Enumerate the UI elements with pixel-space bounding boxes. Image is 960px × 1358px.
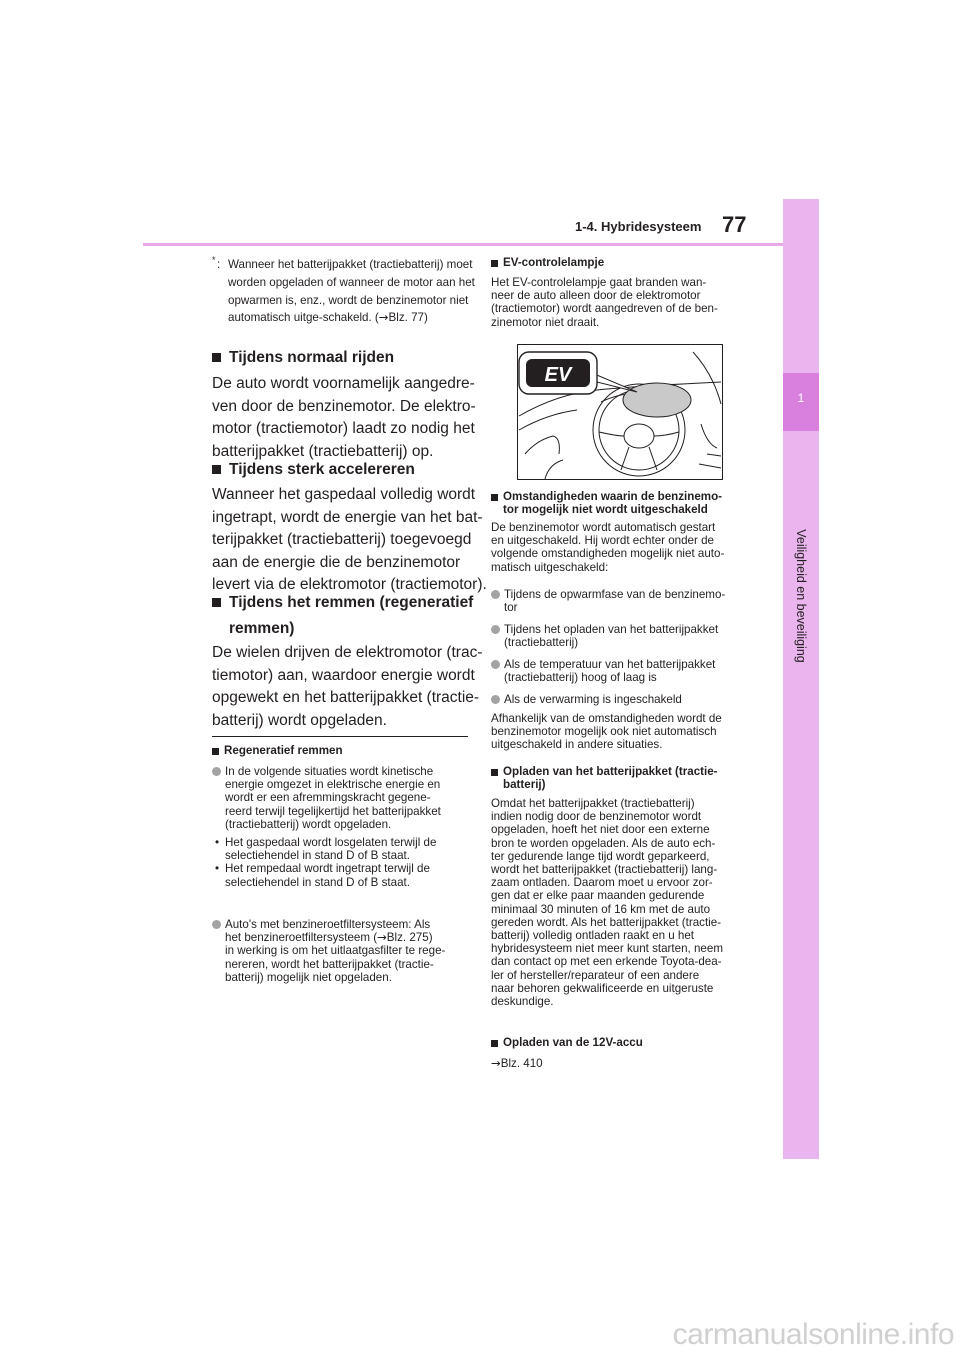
circle-bullet-icon xyxy=(212,767,221,776)
item-line: selectiehendel in stand D of B staat. xyxy=(225,849,410,863)
acceleration-heading xyxy=(212,459,415,482)
item-line: in werking is om het uitlaatgasfilter te rege- xyxy=(225,944,446,958)
chapter-label-text: Veiligheid en beveiliging xyxy=(794,529,808,663)
braking-heading xyxy=(212,592,473,640)
circle-bullet-icon xyxy=(491,590,500,599)
item-line: Auto's met benzineroetfiltersysteem: Als xyxy=(225,918,431,931)
body-line: De auto wordt voornamelijk aangedre- xyxy=(212,375,475,392)
page-ref-link[interactable]: Blz. 275) xyxy=(386,931,433,945)
ev-heading xyxy=(491,256,604,269)
page-number: 77 xyxy=(722,212,747,237)
item-line xyxy=(225,931,474,944)
body-line: gen dat er elke paar maanden gedurende xyxy=(491,889,705,903)
regen-item-1 xyxy=(212,765,474,831)
body-line: De benzinemotor wordt automatisch gestart xyxy=(491,521,716,534)
circumstances-body xyxy=(491,521,761,574)
braking-body xyxy=(212,642,483,732)
heading-line: Omstandigheden waarin de benzinemo- xyxy=(503,490,723,503)
body-line: motor (tractiemotor) laadt zo nodig het xyxy=(212,420,475,437)
body-line: uitgeschakeld in andere situaties. xyxy=(491,738,663,752)
footnote-mark: * xyxy=(212,255,216,265)
dashboard-illustration xyxy=(517,344,723,480)
body-line: (tractiemotor) wordt aangedreven of de ben- xyxy=(491,302,718,316)
body-line: en uitgeschakeld. Hij wordt echter onder de xyxy=(491,534,714,548)
body-line: batterijpakket (tractiebatterij) op. xyxy=(212,442,434,460)
dot-bullet-icon: • xyxy=(215,862,220,876)
item-line: wordt er een afremmingskracht gegene- xyxy=(225,791,431,805)
chapter-number: 1 xyxy=(797,391,805,405)
circumstances-after xyxy=(491,712,761,752)
body-line: aan de energie die de benzinemotor xyxy=(212,553,461,571)
heading-text: Regeneratief remmen xyxy=(224,744,343,757)
item-line: In de volgende situaties wordt kinetische xyxy=(225,765,434,778)
body-line: batterij) wordt opgeladen. xyxy=(212,711,387,729)
body-line: bron te worden opgeladen. Als de auto ech- xyxy=(491,836,716,850)
item-line: Het rempedaal wordt ingetrapt terwijl de xyxy=(225,862,430,876)
normal-driving-body xyxy=(212,373,476,463)
footnote-colon: : xyxy=(217,258,221,271)
body-line: minimaal 30 minuten of 16 km met de auto xyxy=(491,902,711,916)
item-line: batterij) mogelijk niet opgeladen. xyxy=(225,970,392,984)
heading-line: Tijdens het remmen (regeneratief xyxy=(229,594,474,611)
heading-line: tor mogelijk niet wordt uitgeschakeld xyxy=(503,503,708,517)
normal-driving-heading xyxy=(212,347,394,370)
section-title: 1-4. Hybridesysteem xyxy=(575,219,702,234)
sub-bullet xyxy=(215,836,477,862)
circumstances-heading xyxy=(491,490,761,516)
body-line: matisch uitgeschakeld: xyxy=(491,560,609,574)
circumstance-item xyxy=(491,623,761,649)
body-line: indien nodig door de benzinemotor wordt xyxy=(491,810,702,824)
body-line: De wielen drijven de elektromotor (trac- xyxy=(212,644,483,661)
body-line: hybridesysteem niet meer kunt starten, neem xyxy=(491,942,723,956)
square-bullet-icon xyxy=(491,494,498,501)
circle-bullet-icon xyxy=(491,660,500,669)
charging-body xyxy=(491,797,761,1008)
ev-indicator-illustration xyxy=(517,344,723,480)
item-line: tor xyxy=(504,601,518,615)
item-line: Het gaspedaal wordt losgelaten terwijl de xyxy=(225,836,437,849)
square-bullet-icon xyxy=(212,353,221,362)
body-line: zinemotor niet draait. xyxy=(491,315,600,329)
square-bullet-icon xyxy=(491,1040,498,1047)
item-line: (tractiebatterij) wordt opgeladen. xyxy=(225,817,392,831)
body-line: Het EV-controlelampje gaat branden wan- xyxy=(491,276,707,289)
sub-bullet xyxy=(215,862,477,888)
body-line: deskundige. xyxy=(491,995,554,1009)
ev-badge: EV xyxy=(544,364,572,386)
body-line: ingetrapt, wordt de energie van het bat- xyxy=(212,508,483,526)
heading-text: Tijdens normaal rijden xyxy=(229,349,395,366)
footnote-text xyxy=(228,256,478,327)
section-divider xyxy=(212,736,468,737)
page-ref-link[interactable]: Blz. 410 xyxy=(500,1057,543,1070)
circle-bullet-icon xyxy=(212,920,221,929)
ref-arrow-icon: → xyxy=(491,1056,501,1070)
body-line: batterij) volledig ontladen raakt en u het xyxy=(491,929,695,943)
body-line: opgewekt en het batterijpakket (tractie- xyxy=(212,689,480,706)
watermark: carmanualsonline.info xyxy=(672,1318,954,1351)
body-line: ter gedurende lange tijd wordt geparkeerd, xyxy=(491,849,710,863)
item-text: het benzineroetfiltersysteem ( xyxy=(225,931,378,945)
footnote-ref[interactable]: Blz. 77) xyxy=(388,311,428,325)
body-line: Afhankelijk van de omstandigheden wordt de xyxy=(491,712,722,725)
item-line: nereren, wordt het batterijpakket (tractie- xyxy=(225,957,434,971)
chapter-tab[interactable] xyxy=(783,199,819,1159)
header-rule xyxy=(143,243,783,246)
accu-heading xyxy=(491,1036,643,1049)
item-line: Tijdens de opwarmfase van de benzinemo- xyxy=(504,588,726,601)
circle-bullet-icon xyxy=(491,625,500,634)
ref-arrow-icon: → xyxy=(378,310,389,325)
heading-text: EV-controlelampje xyxy=(503,256,605,269)
heading-line: batterij) xyxy=(503,778,546,792)
circumstance-item xyxy=(491,693,761,706)
square-bullet-icon xyxy=(212,748,219,755)
body-line: terijpakket (tractiebatterij) toegevoegd xyxy=(212,531,472,548)
heading-line: remmen) xyxy=(229,619,295,637)
heading-text: Tijdens sterk accelereren xyxy=(229,461,415,478)
body-line: zaam ontladen. Daarom moet u ervoor zor- xyxy=(491,876,713,890)
item-line: reerd terwijl tegelijkertijd het batterijpakket xyxy=(225,804,441,818)
body-line: ven door de benzinemotor. De elektro- xyxy=(212,397,476,415)
item-line: Als de temperatuur van het batterijpakket xyxy=(504,658,716,671)
circumstance-item xyxy=(491,588,761,614)
item-line: (tractiebatterij) xyxy=(504,636,579,650)
body-line: ler of hersteller/reparateur of een andere xyxy=(491,968,700,982)
body-line: volgende omstandigheden mogelijk niet auto- xyxy=(491,547,725,561)
heading-line: Opladen van het batterijpakket (tractie- xyxy=(503,765,718,778)
square-bullet-icon xyxy=(491,260,498,267)
body-line: opgeladen, hoeft het niet door een externe xyxy=(491,823,710,837)
regen-item-2 xyxy=(212,918,474,984)
item-line: energie omgezet in elektrische energie en xyxy=(225,778,441,792)
charging-heading xyxy=(491,765,761,791)
acceleration-body xyxy=(212,484,487,597)
ref-arrow-icon: → xyxy=(377,930,387,945)
square-bullet-icon xyxy=(212,598,221,607)
body-line: naar behoren gekwalificeerde en uitgeruste xyxy=(491,981,714,995)
item-line: (tractiebatterij) hoog of laag is xyxy=(504,671,657,685)
body-line: benzinemotor mogelijk ook niet automatisch xyxy=(491,725,717,739)
regen-heading xyxy=(212,744,343,757)
circumstance-item xyxy=(491,658,761,684)
body-line: wordt het batterijpakket (tractiebatterij) lang- xyxy=(491,863,718,877)
dot-bullet-icon: • xyxy=(215,836,220,849)
body-line: gereden wordt. Als het batterijpakket (tractie- xyxy=(491,915,722,929)
item-line: Als de verwarming is ingeschakeld xyxy=(504,693,682,706)
body-line: levert via de elektromotor (tractiemotor). xyxy=(212,576,487,593)
square-bullet-icon xyxy=(212,465,221,474)
item-line: selectiehendel in stand D of B staat. xyxy=(225,875,410,889)
footnote-body: Wanneer het batterijpakket (tractiebatterij) moet worden opgeladen of wanneer de motor aan het opwarmen is, enz., wordt de benzinemotor niet automatisch uitge-schakeld. ( xyxy=(228,258,475,325)
body-line: neer de auto alleen door de elektromotor xyxy=(491,289,701,303)
square-bullet-icon xyxy=(491,769,498,776)
body-line: tiemotor) aan, waardoor energie wordt xyxy=(212,666,475,684)
body-line: dan contact op met een erkende Toyota-dea- xyxy=(491,955,722,969)
item-line: Tijdens het opladen van het batterijpakket xyxy=(504,623,719,636)
regen-sub-bullets xyxy=(215,836,477,889)
ev-body xyxy=(491,276,761,329)
heading-text: Opladen van de 12V-accu xyxy=(503,1036,643,1049)
body-line: Omdat het batterijpakket (tractiebatterij) xyxy=(491,797,695,810)
body-line: Wanneer het gaspedaal volledig wordt xyxy=(212,486,476,503)
accu-ref xyxy=(491,1057,543,1070)
circle-bullet-icon xyxy=(491,695,500,704)
